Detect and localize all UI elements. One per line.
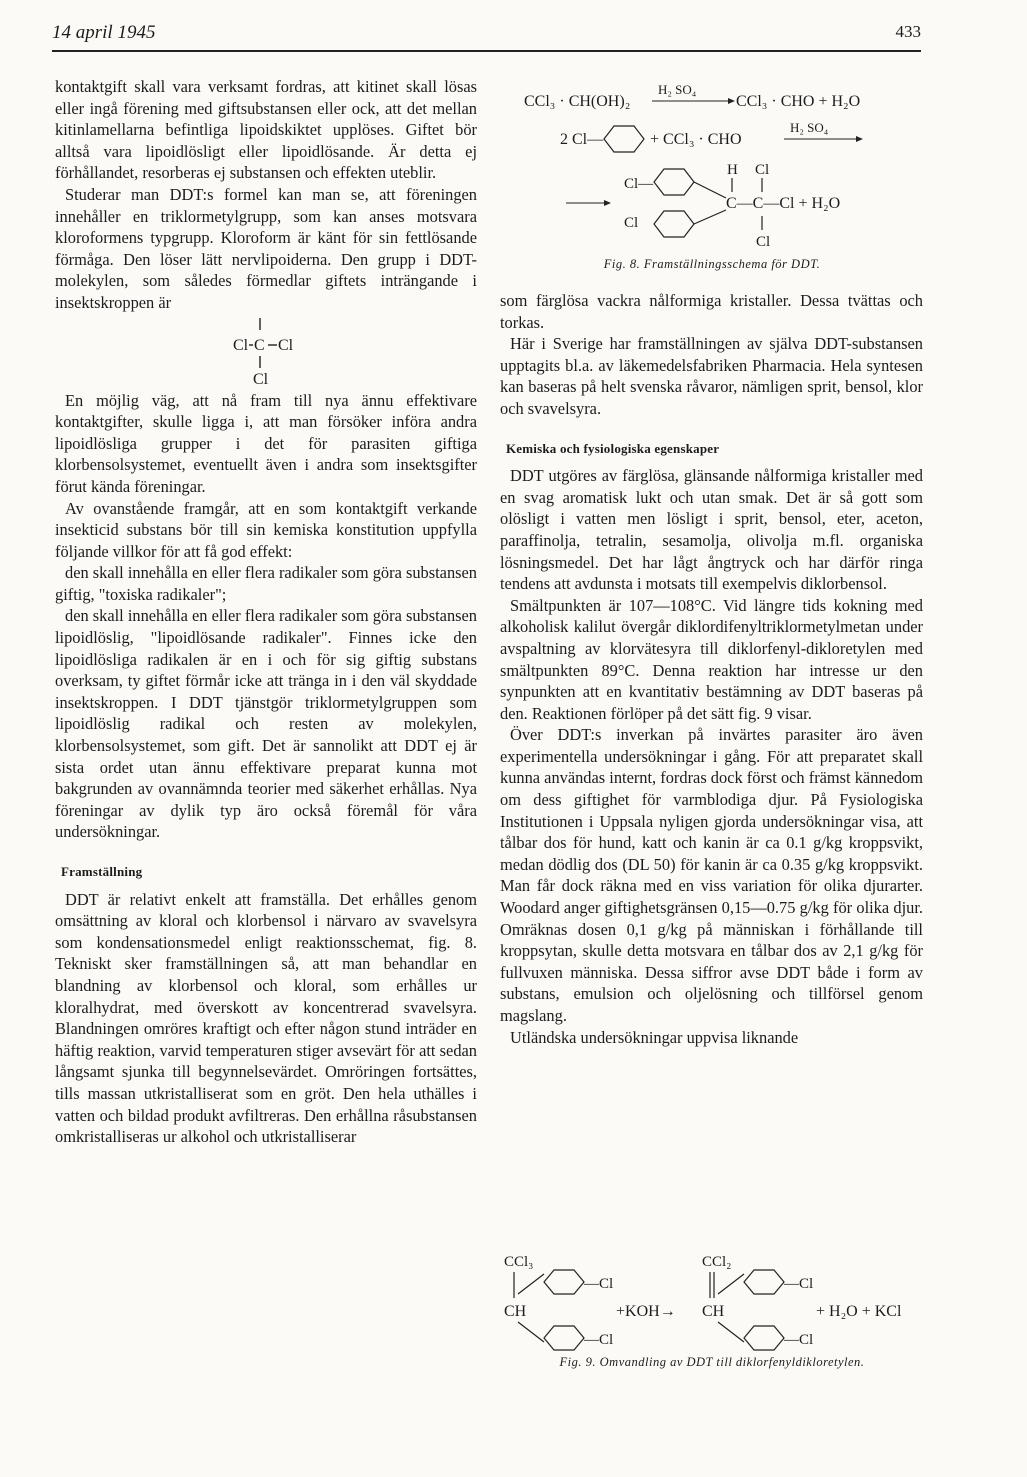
paragraph: Smältpunkten är 107—108°C. Vid längre tids kokning med alkoholisk kalilut övergår diklordifenyltriklormetylmetan under avspaltning av klorvätesyra till diklorfenyl-dikloretylen med smältpunkten 89°C. Denna reaktion har intresse ur den synpunkten att en kvantitativ bestämning av DDT baseras på den. Reaktionen förlöper på det sätt fig. 9 visar. xyxy=(500,595,923,723)
paragraph: kontaktgift skall vara verksamt fordras, att kitinet skall lösas eller ingå förening med giftsubstansen eller ock, att det mellan kitinlamellarna befintliga lipoidskiktet upplöses. Giftet bör alltså vara lipoidlösligt eller lipoidlösande. Är detta ej förhållandet, resorberas ej substansen och effekten uteblir. xyxy=(55,77,477,183)
fig8-caption: Fig. 8. Framställningsschema för DDT. xyxy=(603,257,821,271)
paragraph: Här i Sverige har framställningen av själva DDT-substansen upptagits bl.a. av läkemedelsfabriken Pharmacia. Hela syntesen kan baseras på helt svenska råvaror, nämligen sprit, bensol, klor och svavelsyra. xyxy=(500,334,923,418)
section-heading: Framställning xyxy=(61,864,143,879)
right-column xyxy=(500,290,923,1048)
fig8-line1-left: CCl₃ · CH(OH)₂ xyxy=(524,93,631,110)
fig9-reagent: +KOH→ xyxy=(616,1303,676,1320)
cl-left: Cl xyxy=(233,336,249,354)
fig8-line2-mid: + CCl₃ · CHO xyxy=(650,131,742,148)
section-heading: Kemiska och fysiologiska egenskaper xyxy=(506,440,720,456)
fig9-products: + H₂O + KCl xyxy=(816,1303,902,1320)
fig8-product-h: H xyxy=(727,162,738,178)
paragraph: den skall innehålla en eller flera radikaler som göra substansen lipoidlöslig, "lipoidlösande radikaler". Finnes icke den lipoidlösliga radikalen är en i och för sig giftig substans overksam, ty giftet förmår icke att tränga in i den väl skyddade insektskroppen. I DDT tjänstgör triklormetylgruppen som lipoidlöslig radikal och resten av molekylen, klorbensolsystemet, som gift. Det är sannolikt att DDT ej är sista ordet utan ännu effektivare preparat kunna mot bakgrunden av ovannämnda teorier med säkerhet erhållas. Nya föreningar av dylik typ äro också föremål för våra undersökningar. xyxy=(55,606,477,842)
paragraph: DDT är relativt enkelt att framställa. Det erhålles genom omsättning av kloral och klorbensol i närvaro av svavelsyra som kondensationsmedel enligt reaktionsschemat, fig. 8. Tekniskt sker framställningen så, att man behandlar en blandning av klorbensol och kloral, som erhålles ur kloralhydrat, med överskott av koncentrerad svavelsyra. Blandningen omröres kraftigt och efter någon stund inträder en häftig reaktion, varvid temperaturen stiger avsevärt för att sedan långsamt sjunka till begynnelsevärdet. Omröringen fortsättes, tills massan utkristalliserat som en gröt. Den hela uthälles i vatten och bildad produkt avfiltreras. Den erhållna råsubstansen omkristalliseras ur alkohol och utkristalliserar xyxy=(55,889,477,1147)
fig8-product-cl-bottom: Cl xyxy=(624,215,639,231)
issue-date: 14 april 1945 xyxy=(52,22,156,43)
fig9-left-cl-bottom: —Cl xyxy=(584,1332,614,1348)
paragraph: Av ovanstående framgår, att en som kontaktgift verkande insekticid substans bör till sin kemiska konstitution uppfylla följande villkor för att få god effekt: xyxy=(55,498,477,561)
fig8-line1-reagent: H₂ SO₄ xyxy=(658,82,697,97)
fig9-right-cl-bottom: —Cl xyxy=(784,1332,814,1348)
fig8-line2-left: 2 Cl— xyxy=(560,131,604,148)
figure-8-reaction-scheme xyxy=(500,76,925,276)
benzene-ring-icon xyxy=(744,1326,784,1350)
paragraph: DDT utgöres av färglösa, glänsande nålformiga kristaller med en svag aromatisk lukt och utan smak. Det är så gott som olösligt i vatten men lösligt i sprit, bensol, eter, aceton, paraffinolja, tetralin, sesamolja, olivolja m.fl. organiska lösningsmedel. Det har lågt ångtryck och har därför ringa tendens att avdunsta i motsats till exempelvis diklorbensol. xyxy=(500,466,923,594)
fig9-right-mid: CH xyxy=(702,1303,725,1320)
benzene-ring-icon xyxy=(654,169,694,195)
paragraph: En möjlig väg, att nå fram till nya ännu effektivare kontaktgifter, skulle ligga i, att man försöker införa andra lipoidlösliga grupper i det för parasiten giftiga klorbensolsystemet, eventuellt även i andra som insektsgifter förut kända föreningar. xyxy=(55,390,477,496)
fig8-product-cl-below: Cl xyxy=(756,234,771,250)
trichloromethyl-formula xyxy=(55,314,477,390)
benzene-ring-icon xyxy=(544,1270,584,1294)
fig8-line1-right: CCl₃ · CHO + H₂O xyxy=(736,93,861,110)
left-column xyxy=(55,76,477,1148)
fig8-product-chain: C—C—Cl + H₂O xyxy=(726,195,841,212)
page-header xyxy=(52,22,921,52)
paragraph: Över DDT:s inverkan på invärtes parasiter äro även experimentella undersökningar i gång. För att preparatet skall kunna användas internt, fordras dock först och främst kännedom om dess giftighet för varmblodiga djur. På Fysiologiska Institutionen i Uppsala nyligen gjorda undersökningar visa, att tålbar dos för hund, katt och kanin är ca 0.1 g/kg kroppsvikt, medan dödlig dos (DL 50) för kanin är ca 0.35 g/kg kroppsvikt. Man får dock räkna med en viss variation för olika djurarter. Woodard anger giftighetsgränsen 0,15—0.75 g/kg för olika djur. Omräknas dosen 0,1 g/kg på människan i förhållande till kroppsytan, skulle detta motsvara en tålbar dos av 2,1 g/kg för fullvuxen människa. Dessa siffror avse DDT både i form av substans, emulsion och oljelösning och tillförsel genom magslang. xyxy=(500,725,923,1025)
benzene-ring-icon xyxy=(744,1270,784,1294)
fig9-right-cl-top: —Cl xyxy=(784,1276,814,1292)
paragraph: som färglösa vackra nålformiga kristaller. Dessa tvättas och torkas. xyxy=(500,291,923,332)
benzene-ring-icon xyxy=(544,1326,584,1350)
benzene-ring-icon xyxy=(604,126,644,152)
fig8-product-cl-top-right: Cl xyxy=(755,162,770,178)
cl-right: Cl xyxy=(278,336,294,354)
fig8-product-cl-top: Cl— xyxy=(624,176,654,192)
fig9-caption: Fig. 9. Omvandling av DDT till diklorfenyldikloretylen. xyxy=(559,1355,865,1369)
paragraph: Utländska undersökningar uppvisa liknande xyxy=(510,1027,799,1047)
paragraph: Studerar man DDT:s formel kan man se, att föreningen innehåller en triklormetylgrupp, som kan anses motsvara kloroformens typgrupp. Kloroform är känt för sin fettlösande förmåga. Den löser lätt nervlipoiderna. Den grupp i DDT-molekylen, som således förmedlar giftets inträngande i insektskroppen är xyxy=(55,184,477,312)
fig9-left-top: CCl₃ xyxy=(504,1254,534,1270)
page-number: 433 xyxy=(895,22,921,41)
fig9-left-cl-top: —Cl xyxy=(584,1276,614,1292)
carbon: C xyxy=(254,336,265,354)
benzene-ring-icon xyxy=(654,211,694,237)
paragraph: den skall innehålla en eller flera radikaler som göra substansen giftig, "toxiska radikaler"; xyxy=(55,563,477,604)
fig9-right-top: CCl₂ xyxy=(702,1254,732,1270)
fig8-line2-reagent: H₂ SO₄ xyxy=(790,120,829,135)
fig9-left-mid: CH xyxy=(504,1303,527,1320)
figure-9-conversion xyxy=(500,1244,925,1374)
cl-bottom: Cl xyxy=(253,370,269,388)
